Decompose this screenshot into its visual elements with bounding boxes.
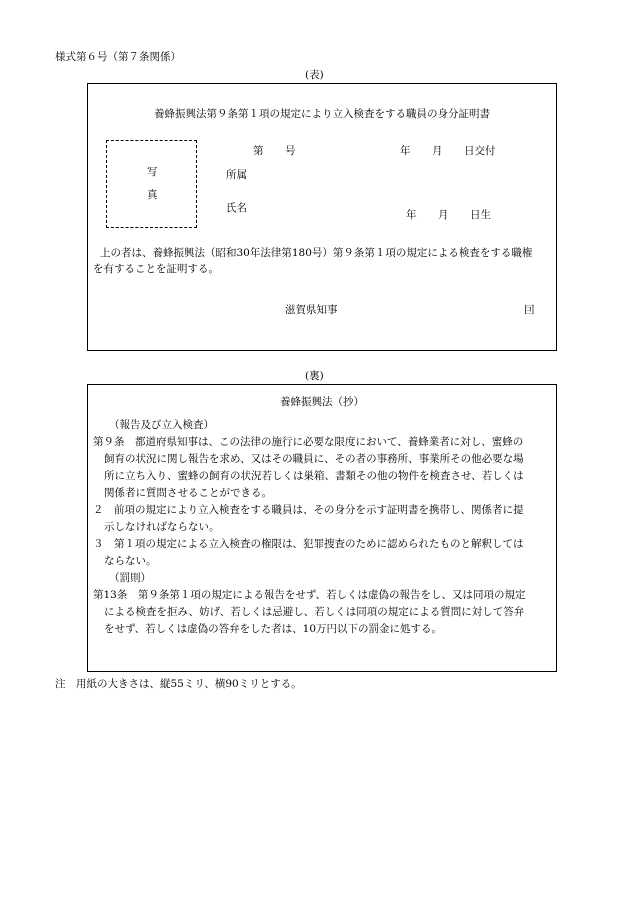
birth-month: 月 [438,209,449,221]
back-card [87,384,557,672]
paragraph-3-line-1: ３ 第１項の規定による立入検査の権限は、犯罪捜査のために認められたものと解釈しては [93,538,524,550]
back-label: (裏) [305,370,324,382]
front-label: (表) [305,69,324,81]
photo-label-2: 真 [147,189,158,201]
article-13-line-2: による検査を拒み、妨げ、若しくは忌避し、若しくは同項の規定による質問に対して答弁 [104,606,525,618]
dai-label: 第 [253,145,264,157]
affiliation-label: 所属 [226,169,247,181]
article-13-line-1: 第13条 第９条第１項の規定による報告をせず、若しくは虚偽の報告をし、又は同項の規定 [93,589,526,601]
article-9-line-4: 関係者に質問させることができる。 [104,487,272,499]
front-card [87,83,557,351]
paragraph-2-line-1: ２ 前項の規定により立入検査をする職員は、その身分を示す証明書を携帯し、関係者に提 [93,504,524,516]
birth-day-label: 日生 [470,209,491,221]
paragraph-2-line-2: 示しなければならない。 [104,521,220,533]
issue-day-label: 日交付 [464,145,496,157]
front-title: 養蜂振興法第９条第１項の規定により立入検査をする職員の身分証明書 [154,108,490,120]
issue-year: 年 [400,145,411,157]
seal-mark: 囙 [524,304,535,316]
name-label: 氏名 [226,202,247,214]
birth-year: 年 [406,209,417,221]
governor-label: 滋賀県知事 [285,304,338,316]
issue-month: 月 [432,145,443,157]
article-13-line-3: をせず、若しくは虚偽の答弁をした者は、10万円以下の罰金に処する。 [104,623,443,635]
back-title: 養蜂振興法（抄） [280,396,364,408]
cert-text-line-2: を有することを証明する。 [93,263,219,275]
form-number: 様式第６号（第７条関係） [55,51,181,63]
photo-box [106,140,197,228]
size-note: 注 用紙の大きさは、縦55ミリ、横90ミリとする。 [55,678,302,690]
article-9-line-1: 第９条 都道府県知事は、この法律の施行に必要な限度において、養蜂業者に対し、蜜蜂の [93,436,524,448]
photo-label-1: 写 [147,166,158,178]
article-9-line-2: 飼育の状況に関し報告を求め、又はその職員に、その者の事務所、事業所その他必要な場 [104,453,524,465]
section-heading-penalty: （罰則） [109,572,151,584]
go-label: 号 [285,145,296,157]
cert-text-line-1: 上の者は、養蜂振興法（昭和30年法律第180号）第９条第１項の規定による検査をする職権 [100,247,533,259]
section-heading-inspection: （報告及び立入検査） [109,419,214,431]
paragraph-3-line-2: ならない。 [104,555,157,567]
article-9-line-3: 所に立ち入り、蜜蜂の飼育の状況若しくは巣箱、書類その他の物件を検査させ、若しくは [104,470,524,482]
law-excerpt [93,417,553,638]
